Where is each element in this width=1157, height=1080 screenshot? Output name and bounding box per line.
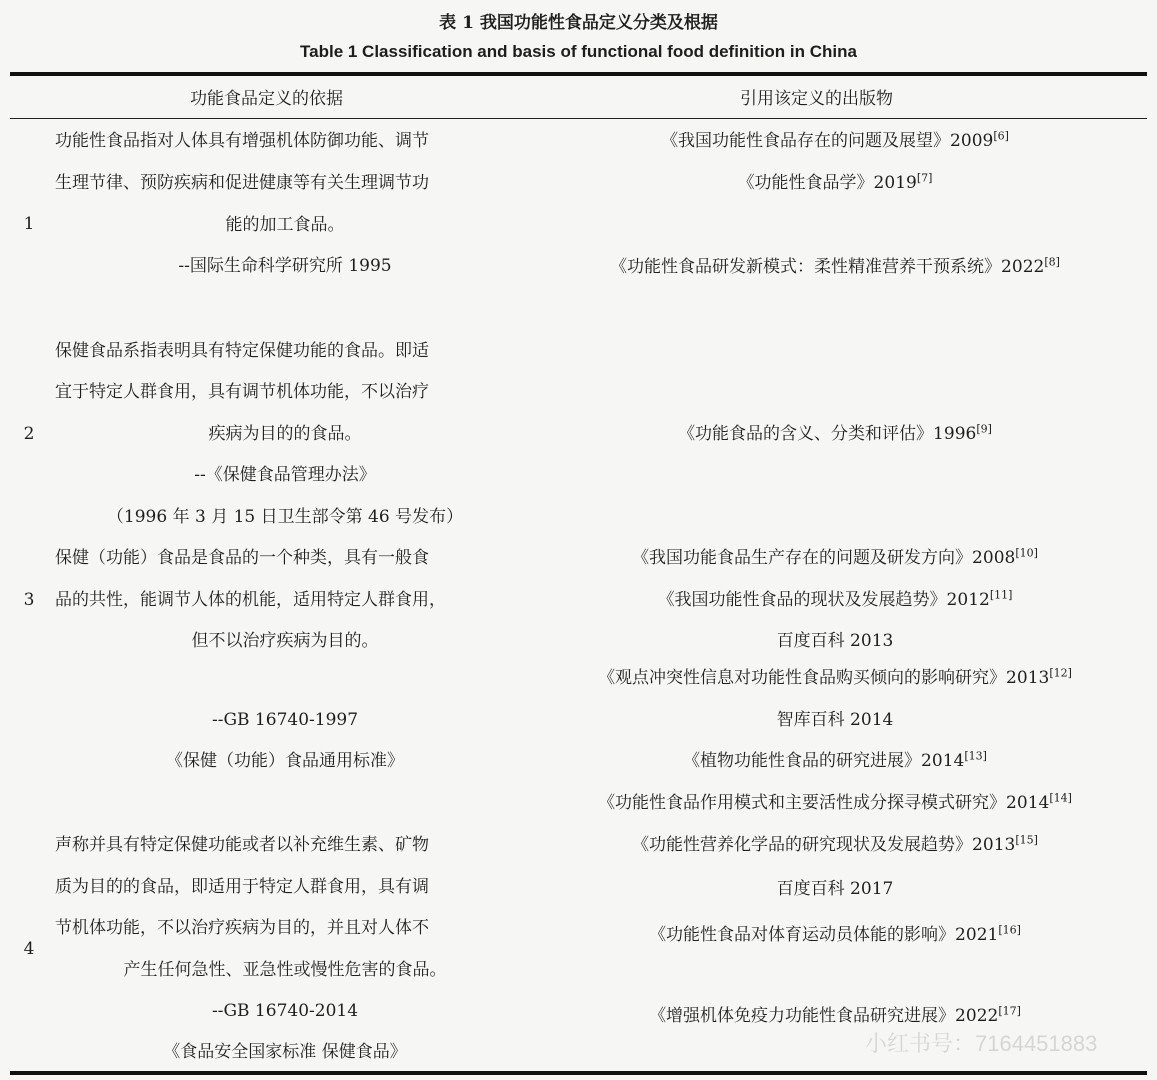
publication-item: 《功能性食品研发新模式：柔性精准营养干预系统》2022[8] [610, 255, 1060, 277]
definition-line: 能的加工食品。 [225, 215, 345, 235]
header-rule [10, 118, 1147, 119]
top-rule [10, 72, 1147, 76]
watermark: 小红书号：7164451883 [865, 1031, 1098, 1056]
publication-item: 《我国功能食品生产存在的问题及研发方向》2008[10] [632, 546, 1038, 568]
definition-line: 但不以治疗疾病为目的。 [191, 631, 379, 651]
publication-item: 《功能性食品学》2019[7] [737, 171, 933, 193]
definition-source-title: 《食品安全国家标准 保健食品》 [163, 1042, 407, 1062]
header-publications: 引用该定义的出版物 [740, 89, 893, 109]
row-number: 3 [23, 590, 35, 610]
publication-item: 百度百科 2013 [776, 631, 894, 651]
publication-item: 《我国功能性食品存在的问题及展望》2009[6] [661, 129, 1009, 151]
definition-line: 质为目的的食品，即适用于特定人群食用，具有调 [55, 877, 429, 897]
table-title-english: Table 1 Classification and basis of functional food definition in China [300, 42, 857, 61]
definition-source: --国际生命科学研究所 1995 [178, 256, 392, 276]
publication-item: 《功能食品的含义、分类和评估》1996[9] [678, 422, 992, 444]
definition-line: 声称并具有特定保健功能或者以补充维生素、矿物 [55, 835, 429, 855]
publication-item: 《我国功能性食品的现状及发展趋势》2012[11] [657, 588, 1013, 610]
definition-line: 功能性食品指对人体具有增强机体防御功能、调节 [55, 131, 429, 151]
publication-item: 《功能性食品作用模式和主要活性成分探寻模式研究》2014[14] [598, 791, 1072, 813]
row-number: 1 [23, 214, 35, 234]
definition-line: 品的共性，能调节人体的机能，适用特定人群食用， [55, 590, 446, 610]
publication-item: 《功能性食品对体育运动员体能的影响》2021[16] [649, 923, 1021, 945]
definition-line: 疾病为目的的食品。 [208, 424, 362, 444]
definition-source-title: 《保健（功能）食品通用标准》 [166, 751, 404, 771]
header-definition-basis: 功能食品定义的依据 [190, 89, 343, 109]
publication-item: 智库百科 2014 [776, 710, 894, 730]
definition-line: 保健食品系指表明具有特定保健功能的食品。即适 [55, 341, 429, 361]
row-number: 4 [23, 939, 35, 959]
definition-line: 保健（功能）食品是食品的一个种类，具有一般食 [55, 548, 429, 568]
definition-line: 节机体功能，不以治疗疾病为目的，并且对人体不 [55, 918, 429, 938]
definition-line: 生理节律、预防疾病和促进健康等有关生理调节功 [55, 173, 429, 193]
definition-source: --GB 16740-2014 [211, 1001, 359, 1021]
table-title-chinese: 表 1 我国功能性食品定义分类及根据 [439, 13, 718, 33]
publication-item: 《功能性营养化学品的研究现状及发展趋势》2013[15] [632, 833, 1038, 855]
publication-item: 百度百科 2017 [776, 879, 894, 899]
definition-source: --《保健食品管理办法》 [194, 465, 376, 485]
publication-item: 《增强机体免疫力功能性食品研究进展》2022[17] [649, 1004, 1021, 1026]
publication-item: 《植物功能性食品的研究进展》2014[13] [683, 749, 987, 771]
definition-source-note: （1996 年 3 月 15 日卫生部令第 46 号发布） [106, 507, 464, 527]
row-number: 2 [23, 424, 35, 444]
definition-line: 产生任何急性、亚急性或慢性危害的食品。 [123, 960, 447, 980]
definition-source: --GB 16740-1997 [211, 710, 359, 730]
definition-line: 宜于特定人群食用，具有调节机体功能，不以治疗 [55, 382, 429, 402]
bottom-rule [10, 1071, 1147, 1075]
publication-item: 《观点冲突性信息对功能性食品购买倾向的影响研究》2013[12] [598, 666, 1072, 688]
